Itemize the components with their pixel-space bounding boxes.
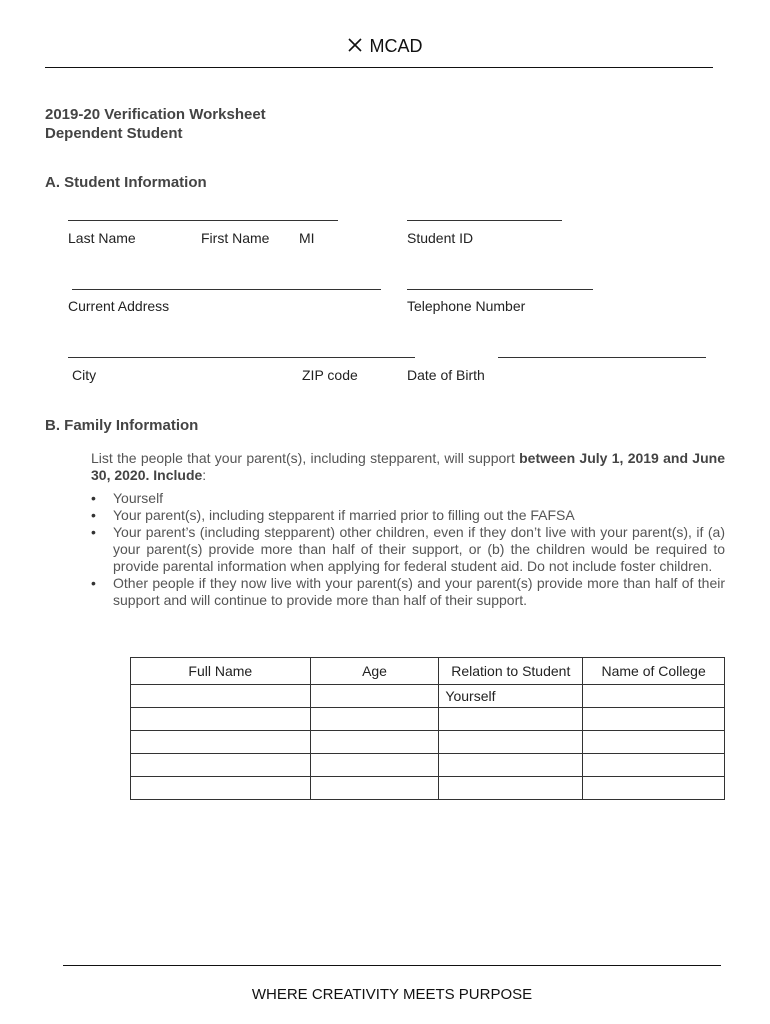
cell-age[interactable]	[310, 777, 439, 800]
cell-college[interactable]	[583, 731, 725, 754]
name-field-line[interactable]	[68, 220, 338, 221]
intro-plain: List the people that your parent(s), including stepparent, will support	[91, 450, 520, 466]
header-rule	[45, 67, 713, 68]
city-label: City	[72, 367, 97, 383]
x-mark-icon	[348, 36, 362, 57]
cell-college[interactable]	[583, 685, 725, 708]
cell-relation[interactable]	[439, 777, 583, 800]
cell-full-name[interactable]	[131, 777, 311, 800]
footer-rule	[63, 965, 721, 966]
first-name-label: First Name	[201, 230, 270, 246]
current-address-label: Current Address	[68, 298, 170, 314]
dob-field-line[interactable]	[498, 357, 706, 358]
cell-full-name[interactable]	[131, 731, 311, 754]
list-item: • Yourself	[91, 490, 725, 507]
cell-age[interactable]	[310, 708, 439, 731]
last-name-label: Last Name	[68, 230, 136, 246]
col-relation: Relation to Student	[439, 658, 583, 685]
cell-college[interactable]	[583, 708, 725, 731]
title-line-1: 2019-20 Verification Worksheet	[45, 106, 266, 123]
table-row	[131, 777, 725, 800]
footer-tagline: WHERE CREATIVITY MEETS PURPOSE	[251, 986, 533, 1003]
include-list	[91, 490, 725, 609]
cell-full-name[interactable]	[131, 708, 311, 731]
cell-full-name[interactable]	[131, 685, 311, 708]
title-line-2: Dependent Student	[45, 125, 183, 142]
cell-relation[interactable]	[439, 708, 583, 731]
document-title	[45, 105, 266, 143]
logo-text: MCAD	[369, 36, 423, 56]
cell-relation[interactable]	[439, 754, 583, 777]
list-item: • Other people if they now live with your parent(s) and your parent(s) provide more than half of their support and will continue to provide more than half of their support.	[91, 575, 725, 609]
table-row	[131, 754, 725, 777]
family-table	[130, 657, 725, 800]
telephone-label: Telephone Number	[407, 298, 526, 314]
table-row	[131, 731, 725, 754]
intro-bold: between July 1, 2019 and June 30, 2020. Include	[91, 450, 725, 483]
table-row	[131, 685, 725, 708]
logo	[0, 36, 770, 57]
list-item: • Your parent(s), including stepparent if married prior to filling out the FAFSA	[91, 507, 725, 524]
family-intro	[91, 450, 725, 484]
city-zip-field-line[interactable]	[68, 357, 415, 358]
cell-full-name[interactable]	[131, 754, 311, 777]
list-item: • Your parent’s (including stepparent) other children, even if they don’t live with your parent(s), if (a) your parent(s) provide more than half of their support, or (b) the children would be required to provide parental information when applying for federal student aid. Do not include foster children.	[91, 524, 725, 575]
col-age: Age	[310, 658, 439, 685]
telephone-field-line[interactable]	[407, 289, 593, 290]
cell-college[interactable]	[583, 754, 725, 777]
cell-relation[interactable]	[439, 731, 583, 754]
cell-age[interactable]	[310, 754, 439, 777]
section-b-heading: B. Family Information	[45, 417, 199, 434]
mi-label: MI	[299, 230, 315, 246]
student-id-label: Student ID	[407, 230, 474, 246]
table-row	[131, 708, 725, 731]
section-a-heading: A. Student Information	[45, 174, 207, 191]
address-field-line[interactable]	[72, 289, 381, 290]
table-header-row	[131, 658, 725, 685]
dob-label: Date of Birth	[407, 367, 485, 383]
zip-label: ZIP code	[302, 367, 358, 383]
cell-age[interactable]	[310, 685, 439, 708]
col-college: Name of College	[583, 658, 725, 685]
intro-end: :	[202, 467, 207, 483]
cell-relation[interactable]: Yourself	[439, 685, 583, 708]
cell-college[interactable]	[583, 777, 725, 800]
col-full-name: Full Name	[131, 658, 311, 685]
cell-age[interactable]	[310, 731, 439, 754]
student-id-field-line[interactable]	[407, 220, 562, 221]
